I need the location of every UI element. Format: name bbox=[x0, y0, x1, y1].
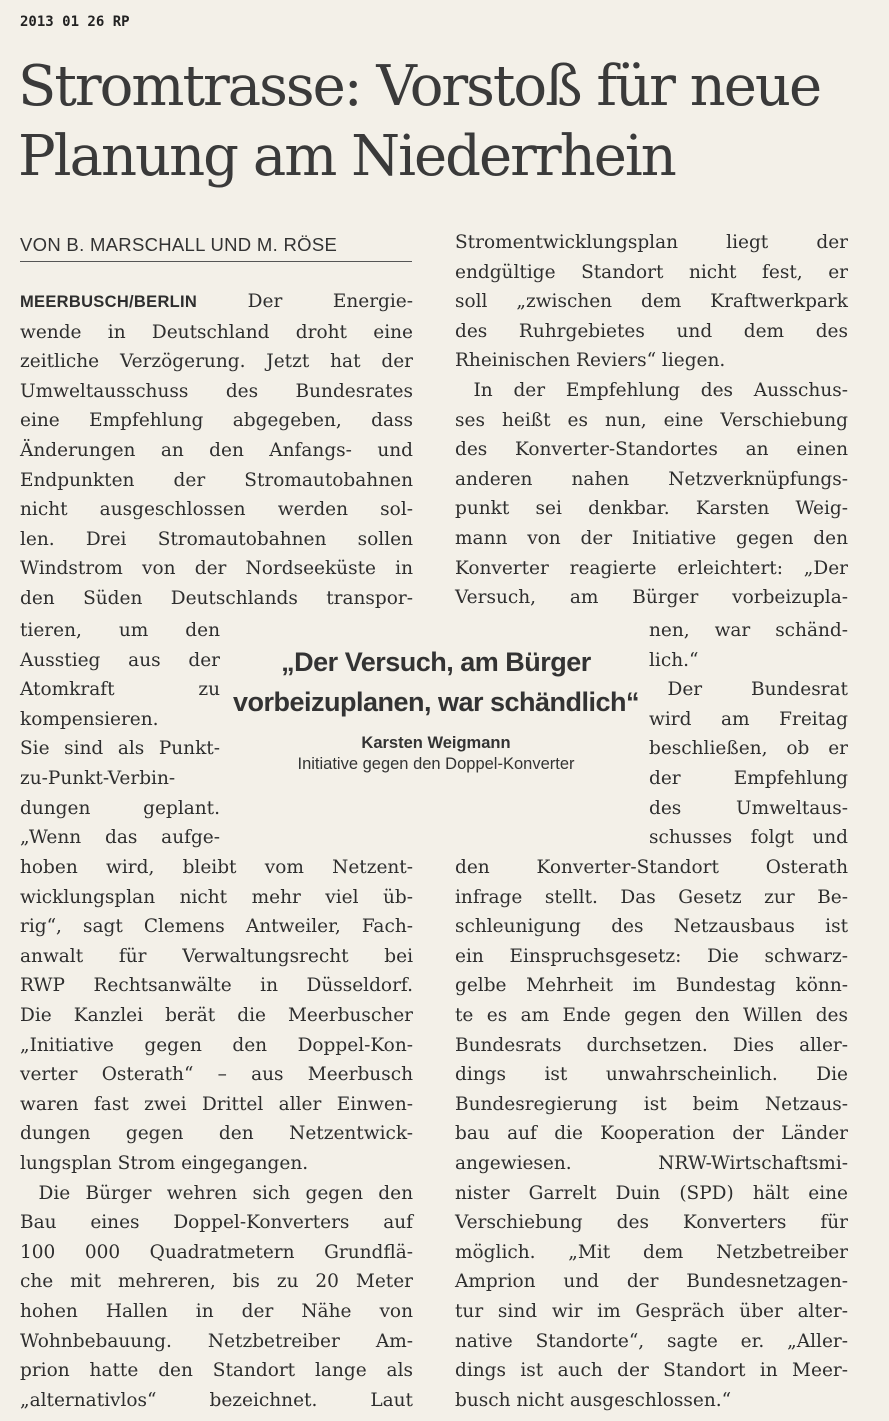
text-line: Umweltausschuss des Bundesrates bbox=[20, 380, 413, 402]
dateline: MEERBUSCH/BERLIN bbox=[20, 293, 198, 311]
column-2-top bbox=[455, 228, 848, 613]
text-line: In der Empfehlung des Ausschus- bbox=[473, 379, 848, 401]
text-line: lungsplan Strom eingegangen. bbox=[20, 1152, 309, 1174]
text-line: Die Bürger wehren sich gegen den bbox=[38, 1182, 413, 1204]
text-line: nen, war schänd- bbox=[649, 620, 848, 641]
text-line: Änderungen an den Anfangs- und bbox=[20, 439, 413, 461]
text-line: tieren, um den bbox=[20, 620, 220, 641]
text-line: soll „zwischen dem Kraftwerkpark bbox=[455, 291, 848, 313]
text-line: anwalt für Verwaltungsrecht bei bbox=[20, 945, 413, 967]
text-line: Stromentwicklungsplan liegt der bbox=[455, 232, 848, 253]
text-line bbox=[20, 287, 413, 318]
column-2-narrow bbox=[649, 616, 848, 853]
text-line: infrage stellt. Das Gesetz zur Be- bbox=[455, 886, 848, 908]
column-1-top bbox=[20, 287, 413, 614]
text-line: wicklungsplan nicht mehr viel üb- bbox=[20, 886, 413, 908]
text-line: Konverter reagierte erleichtert: „Der bbox=[455, 557, 848, 579]
text-line: Der Energie- bbox=[197, 291, 413, 312]
text-line: schusses folgt und bbox=[649, 827, 848, 849]
text-line: RWP Rechtsanwälte in Düsseldorf. bbox=[20, 975, 413, 997]
text-line: waren fast zwei Drittel aller Einwen- bbox=[20, 1093, 413, 1115]
text-line: dings ist unwahrscheinlich. Die bbox=[455, 1064, 848, 1086]
text-line: ses heißt es nun, eine Verschiebung bbox=[455, 409, 848, 431]
text-line: verter Osterath“ – aus Meerbusch bbox=[20, 1064, 413, 1086]
text-line: schleunigung des Netzausbaus ist bbox=[455, 916, 848, 938]
text-line: dungen geplant. bbox=[20, 797, 220, 819]
column-2-bottom bbox=[455, 853, 848, 1415]
text-line: Bundesrats durchsetzen. Dies aller- bbox=[455, 1034, 848, 1056]
text-line: zeitliche Verzögerung. Jetzt hat der bbox=[20, 351, 413, 373]
column-1-bottom bbox=[20, 853, 413, 1415]
text-line: native Standorte“, sagte er. „Aller- bbox=[455, 1330, 848, 1352]
text-line: prion hatte den Standort lange als bbox=[20, 1360, 413, 1382]
text-line: len. Drei Stromautobahnen sollen bbox=[20, 528, 413, 550]
text-line: kompensieren. bbox=[20, 708, 159, 730]
text-line: Die Kanzlei berät die Meerbuscher bbox=[20, 1004, 413, 1026]
text-line: rig“, sagt Clemens Antweiler, Fach- bbox=[20, 916, 413, 938]
text-line: hohen Hallen in der Nähe von bbox=[20, 1300, 413, 1322]
text-line: angewiesen. NRW-Wirtschaftsmi- bbox=[455, 1152, 848, 1174]
date-stamp: 2013 01 26 RP bbox=[20, 14, 130, 30]
text-line: Versuch, am Bürger vorbeizupla- bbox=[455, 587, 848, 609]
text-line: Verschiebung des Konverters für bbox=[455, 1212, 848, 1234]
text-line: anderen nahen Netzverknüpfungs- bbox=[455, 468, 848, 490]
text-line: 100 000 Quadratmetern Grundflä- bbox=[20, 1241, 413, 1263]
article-headline: Stromtrasse: Vorstoß für neue Planung am Niederrhein bbox=[18, 54, 821, 189]
text-line: ein Einspruchsgesetz: Die schwarz- bbox=[455, 945, 848, 967]
text-line: Bau eines Doppel-Konverters auf bbox=[20, 1212, 413, 1234]
text-line: dungen gegen den Netzentwick- bbox=[20, 1123, 413, 1145]
pull-quote-role: Initiative gegen den Doppel-Konverter bbox=[297, 755, 575, 773]
pull-quote bbox=[228, 642, 644, 774]
text-line: Der Bundesrat bbox=[667, 679, 848, 701]
text-line: Endpunkten der Stromautobahnen bbox=[20, 469, 413, 491]
text-line: busch nicht ausgeschlossen.“ bbox=[455, 1389, 732, 1411]
text-line: Ausstieg aus der bbox=[20, 649, 220, 671]
text-line: nister Garrelt Duin (SPD) hält eine bbox=[455, 1182, 848, 1204]
byline: VON B. MARSCHALL UND M. RÖSE bbox=[20, 234, 412, 262]
text-line: der Empfehlung bbox=[649, 767, 848, 789]
text-line: „alternativlos“ bezeichnet. Laut bbox=[20, 1389, 413, 1411]
text-line: wende in Deutschland droht eine bbox=[20, 321, 413, 343]
text-line: „Wenn das aufge- bbox=[20, 827, 220, 849]
text-line: des Ruhrgebietes und dem des bbox=[455, 320, 848, 342]
text-line: dings ist auch der Standort in Meer- bbox=[455, 1360, 848, 1382]
text-line: des Konverter-Standortes an einen bbox=[455, 439, 848, 461]
text-line: te es am Ende gegen den Willen des bbox=[455, 1004, 848, 1026]
text-line: des Umweltaus- bbox=[649, 797, 848, 819]
text-line: Wohnbebauung. Netzbetreiber Am- bbox=[20, 1330, 413, 1352]
text-line: möglich. „Mit dem Netzbetreiber bbox=[455, 1241, 848, 1263]
text-line: den Konverter-Standort Osterath bbox=[455, 857, 848, 878]
text-line: Atomkraft zu bbox=[20, 679, 220, 701]
text-line: zu-Punkt-Verbin- bbox=[20, 767, 176, 789]
text-line: hoben wird, bleibt vom Netzent- bbox=[20, 857, 413, 878]
text-line: tur sind wir im Gespräch über alter- bbox=[455, 1300, 848, 1322]
text-line: endgültige Standort nicht fest, er bbox=[455, 261, 848, 283]
text-line: Bundesregierung ist beim Netzaus- bbox=[455, 1093, 848, 1115]
text-line: lich.“ bbox=[649, 649, 699, 671]
text-line: punkt sei denkbar. Karsten Weig- bbox=[455, 498, 848, 520]
text-line: beschließen, ob er bbox=[649, 738, 848, 760]
text-line: gelbe Mehrheit im Bundestag könn- bbox=[455, 975, 848, 997]
pull-quote-author: Karsten Weigmann bbox=[361, 734, 511, 752]
text-line: nicht ausgeschlossen werden sol- bbox=[20, 499, 413, 521]
text-line: bau auf die Kooperation der Länder bbox=[455, 1123, 848, 1145]
text-line: Sie sind als Punkt- bbox=[20, 738, 220, 760]
text-line: Rheinischen Reviers“ liegen. bbox=[455, 350, 726, 372]
text-line: mann von der Initiative gegen den bbox=[455, 527, 848, 549]
text-line: den Süden Deutschlands transpor- bbox=[20, 587, 413, 609]
text-line: Windstrom von der Nordseeküste in bbox=[20, 558, 413, 580]
pull-quote-text: „Der Versuch, am Bürger vorbeizuplanen, war schändlich“ bbox=[232, 647, 640, 717]
text-line: „Initiative gegen den Doppel-Kon- bbox=[20, 1034, 413, 1056]
text-line: che mit mehreren, bis zu 20 Meter bbox=[20, 1271, 413, 1293]
text-line: Amprion und der Bundesnetzagen- bbox=[455, 1271, 848, 1293]
text-line: eine Empfehlung abgegeben, dass bbox=[20, 410, 413, 432]
column-1-narrow bbox=[20, 616, 220, 853]
text-line: wird am Freitag bbox=[649, 708, 848, 730]
